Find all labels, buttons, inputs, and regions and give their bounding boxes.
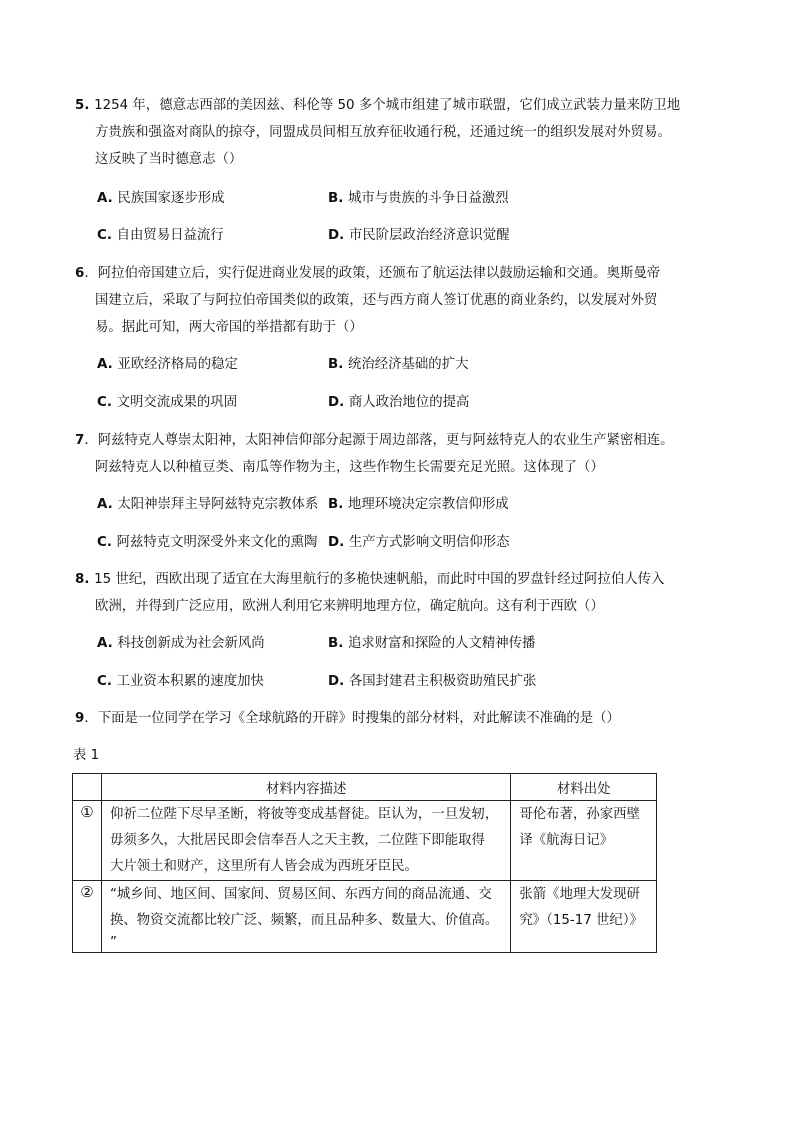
table-header-blank [73, 774, 102, 801]
table-row-source: 哥伦布著，孙家西壁 译《航海日记》 [511, 801, 657, 881]
q8-option-c: C. 工业资本积累的速度加快 [97, 674, 264, 689]
table-header-description: 材料内容描述 [101, 774, 510, 801]
q5-option-c: C. 自由贸易日益流行 [97, 228, 224, 243]
table-row [73, 801, 657, 881]
q6-line-2: 国建立后，采取了与阿拉伯帝国类似的政策，还与西方商人签订优惠的商业条约，以发展对外贸 [95, 293, 658, 308]
q6-line-3: 易。据此可知，两大帝国的举措都有助于（） [95, 320, 363, 335]
q5-option-b: B. 城市与贵族的斗争日益激烈 [328, 191, 509, 206]
q5-line-2: 方贵族和强盗对商队的掠夺，同盟成员间相互放弃征收通行税，还通过统一的组织发展对外贸易。 [95, 125, 671, 140]
q5-option-a: A. 民族国家逐步形成 [97, 191, 225, 206]
q5-line-1: 5. 1254 年，德意志西部的美因兹、科伦等 50 多个城市组建了城市联盟，它们成立武装力量来防卫地 [75, 98, 681, 113]
q5-number: 5. [75, 98, 95, 113]
table-row-description: “城乡间、地区间、国家间、贸易区间、东西方间的商品流通、交 换、物资交流都比较广泛、频繁，而且品种多、数量大、价值高。 ” [101, 881, 510, 953]
materials-table [72, 773, 657, 953]
q9-line-1: 9．下面是一位同学在学习《全球航路的开辟》时搜集的部分材料，对此解读不准确的是（） [75, 711, 620, 726]
table-label: 表 1 [73, 748, 100, 763]
q8-option-a: A. 科技创新成为社会新风尚 [97, 636, 265, 651]
q7-line-1: 7．阿兹特克人尊崇太阳神，太阳神信仰部分起源于周边部落，更与阿兹特克人的农业生产紧密相连。 [75, 433, 674, 448]
table-row-description: 仰祈二位陛下尽早圣断，将彼等变成基督徒。臣认为，一旦发轫， 毋须多久，大批居民即会信奉吾人之天主教，二位陛下即能取得 大片领土和财产，这里所有人皆会成为西班牙臣民。 [101, 801, 510, 881]
q8-option-b: B. 追求财富和探险的人文精神传播 [328, 636, 536, 651]
q7-option-a: A. 太阳神崇拜主导阿兹特克宗教体系 [97, 497, 319, 512]
q6-option-a: A. 亚欧经济格局的稳定 [97, 357, 238, 372]
q6-option-c: C. 文明交流成果的巩固 [97, 395, 238, 410]
q6-option-d: D. 商人政治地位的提高 [328, 395, 470, 410]
q8-line-2: 欧洲，并得到广泛应用，欧洲人利用它来辨明地理方位，确定航向。这有利于西欧（） [95, 599, 604, 614]
q7-option-d: D. 生产方式影响文明信仰形态 [328, 535, 510, 550]
q7-option-c: C. 阿兹特克文明深受外来文化的熏陶 [97, 535, 318, 550]
table-header-row [73, 774, 657, 801]
q8-number: 8. [75, 572, 95, 587]
table-row [73, 881, 657, 953]
q8-option-d: D. 各国封建君主积极资助殖民扩张 [328, 674, 537, 689]
q7-option-b: B. 地理环境决定宗教信仰形成 [328, 497, 509, 512]
q6-option-b: B. 统治经济基础的扩大 [328, 357, 469, 372]
q5-line-3: 这反映了当时德意志（） [95, 152, 243, 167]
table-row-number: ② [73, 881, 102, 953]
table-row-number: ① [73, 801, 102, 881]
q9-number: 9 [75, 711, 85, 726]
q5-option-d: D. 市民阶层政治经济意识觉醒 [328, 228, 510, 243]
q6-number: 6 [75, 266, 85, 281]
q7-number: 7 [75, 433, 85, 448]
table-header-source: 材料出处 [511, 774, 657, 801]
q8-line-1: 8. 15 世纪，西欧出现了适宜在大海里航行的多桅快速帆船，而此时中国的罗盘针经过阿拉伯人传入 [75, 572, 665, 587]
q6-line-1: 6．阿拉伯帝国建立后，实行促进商业发展的政策，还颁布了航运法律以鼓励运输和交通。奥斯曼帝 [75, 266, 661, 281]
q7-line-2: 阿兹特克人以种植豆类、南瓜等作物为主，这些作物生长需要充足光照。这体现了（） [95, 460, 604, 475]
table-row-source: 张箭《地理大发现研 究》（15-17 世纪）》 [511, 881, 657, 953]
